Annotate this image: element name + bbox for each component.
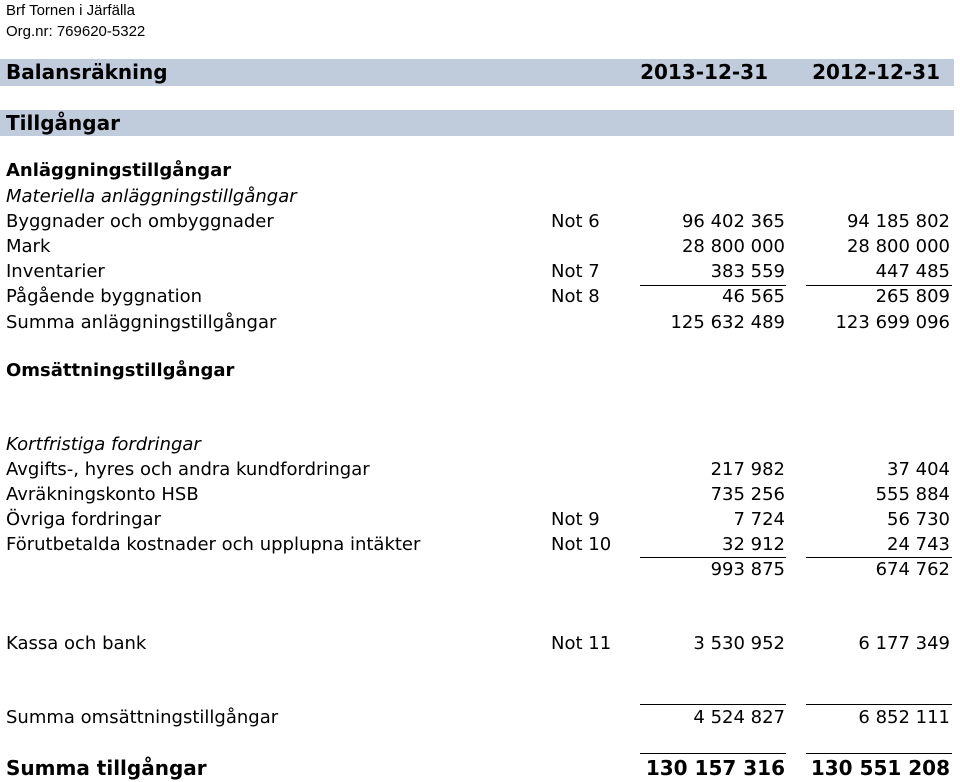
row-label: Avgifts-, hyres och andra kundfordringar bbox=[6, 459, 370, 480]
receivables-subheading-row bbox=[0, 432, 960, 458]
row-note: Not 8 bbox=[551, 286, 600, 307]
table-row bbox=[0, 457, 960, 483]
section-title: Tillgångar bbox=[6, 111, 120, 135]
table-row bbox=[0, 482, 960, 508]
row-value-2013: 383 559 bbox=[710, 261, 785, 282]
row-note: Not 7 bbox=[551, 261, 600, 282]
row-label: Pågående byggnation bbox=[6, 286, 203, 307]
row-value-2013: 46 565 bbox=[722, 286, 785, 307]
table-row bbox=[0, 532, 960, 558]
section-band bbox=[0, 110, 954, 136]
fixed-assets-heading-row bbox=[0, 158, 960, 184]
row-value-2013: 96 402 365 bbox=[681, 211, 785, 232]
table-row bbox=[0, 259, 960, 285]
row-value-2012: 24 743 bbox=[887, 534, 950, 555]
row-value-2012: 94 185 802 bbox=[846, 211, 950, 232]
total-rule-2013 bbox=[640, 753, 786, 754]
sum-value-2012: 123 699 096 bbox=[835, 312, 950, 333]
table-row bbox=[0, 209, 960, 235]
row-value-2013: 735 256 bbox=[710, 484, 785, 505]
fixed-assets-subheading: Materiella anläggningstillgångar bbox=[6, 186, 297, 207]
row-note: Not 9 bbox=[551, 509, 600, 530]
receivables-subheading: Kortfristiga fordringar bbox=[6, 434, 201, 455]
row-value-2012: 265 809 bbox=[875, 286, 950, 307]
current-assets-heading-row bbox=[0, 358, 960, 384]
sum-label: Summa omsättningstillgångar bbox=[6, 707, 279, 728]
row-note: Not 10 bbox=[551, 534, 612, 555]
row-value-2013: 217 982 bbox=[710, 459, 785, 480]
sum-value-2013: 4 524 827 bbox=[693, 707, 785, 728]
sum-label: Summa anläggningstillgångar bbox=[6, 312, 277, 333]
total-value-2012: 130 551 208 bbox=[810, 756, 950, 780]
row-label: Avräkningskonto HSB bbox=[6, 484, 199, 505]
cash-row bbox=[0, 631, 960, 657]
year-1-header: 2013-12-31 bbox=[640, 60, 768, 84]
row-value-2012: 555 884 bbox=[875, 484, 950, 505]
total-row bbox=[0, 755, 960, 781]
sum-rule-2012 bbox=[806, 285, 952, 286]
row-label: Kassa och bank bbox=[6, 633, 147, 654]
year-2-header: 2012-12-31 bbox=[812, 60, 940, 84]
row-value-2012: 447 485 bbox=[875, 261, 950, 282]
table-row bbox=[0, 284, 960, 310]
sum-value-2012: 6 852 111 bbox=[858, 707, 950, 728]
report-title: Balansräkning bbox=[6, 60, 168, 84]
fixed-assets-subheading-row bbox=[0, 184, 960, 210]
row-value-2012: 6 177 349 bbox=[858, 633, 950, 654]
subtotal-value-2012: 674 762 bbox=[875, 559, 950, 580]
row-value-2012: 28 800 000 bbox=[846, 236, 950, 257]
table-row bbox=[0, 507, 960, 533]
receivables-subtotal-row bbox=[0, 557, 960, 583]
row-note: Not 6 bbox=[551, 211, 600, 232]
company-header bbox=[6, 0, 145, 42]
row-note: Not 11 bbox=[551, 633, 612, 654]
row-value-2012: 37 404 bbox=[887, 459, 950, 480]
total-label: Summa tillgångar bbox=[6, 756, 207, 780]
current-assets-heading: Omsättningstillgångar bbox=[6, 360, 235, 381]
row-label: Övriga fordringar bbox=[6, 509, 161, 530]
fixed-assets-sum-row bbox=[0, 310, 960, 336]
column-header-band bbox=[0, 59, 954, 86]
row-label: Byggnader och ombyggnader bbox=[6, 211, 274, 232]
row-value-2013: 32 912 bbox=[722, 534, 785, 555]
fixed-assets-heading: Anläggningstillgångar bbox=[6, 160, 232, 181]
company-name: Brf Tornen i Järfälla bbox=[6, 2, 135, 19]
current-assets-sum-row bbox=[0, 705, 960, 731]
row-value-2013: 28 800 000 bbox=[681, 236, 785, 257]
row-value-2013: 7 724 bbox=[733, 509, 785, 530]
row-label: Inventarier bbox=[6, 261, 105, 282]
table-row bbox=[0, 234, 960, 260]
row-label: Förutbetalda kostnader och upplupna intäkter bbox=[6, 534, 421, 555]
sum-value-2013: 125 632 489 bbox=[670, 312, 785, 333]
row-value-2012: 56 730 bbox=[887, 509, 950, 530]
total-value-2013: 130 157 316 bbox=[645, 756, 785, 780]
row-value-2013: 3 530 952 bbox=[693, 633, 785, 654]
org-number: Org.nr: 769620-5322 bbox=[6, 23, 146, 40]
subtotal-value-2013: 993 875 bbox=[710, 559, 785, 580]
row-label: Mark bbox=[6, 236, 51, 257]
total-rule-2012 bbox=[806, 753, 952, 754]
sum-rule-2013 bbox=[640, 285, 786, 286]
